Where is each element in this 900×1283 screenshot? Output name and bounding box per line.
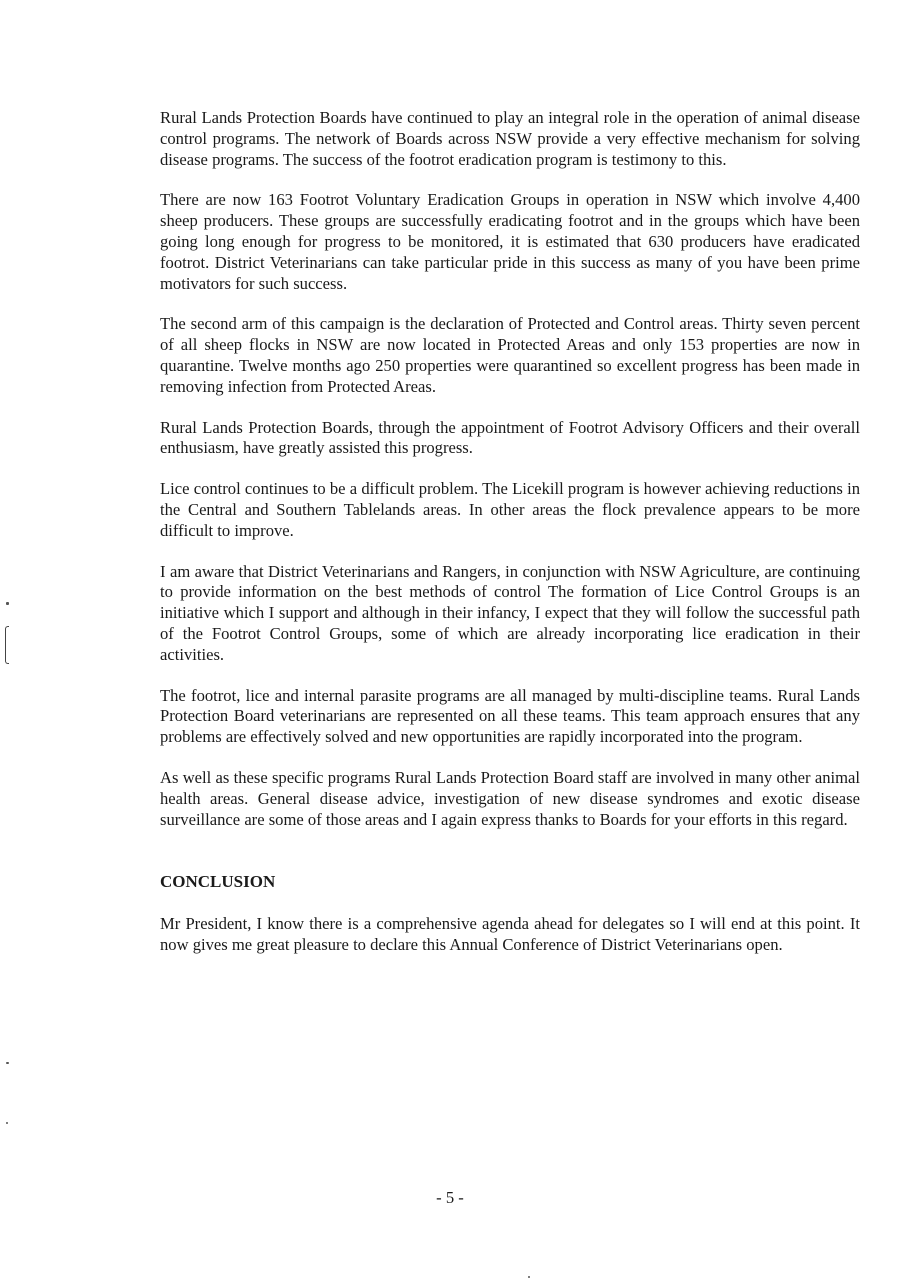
paragraph-lice-control: Lice control continues to be a difficult problem. The Licekill program is however achieving reductions in the Central and Southern Tablelands areas. In other areas the flock prevalence appears to be more difficult to improve. — [160, 479, 860, 540]
paragraph-lice-groups: I am aware that District Veterinarians and Rangers, in conjunction with NSW Agriculture, are continuing to provide information on the best methods of control The formation of Lice Control Groups is an initiative which I support and although in their infancy, I expect that they will follow the successful path of the Footrot Control Groups, some of which are already incorporating lice eradication in their activities. — [160, 561, 860, 664]
paragraph-advisory-officers: Rural Lands Protection Boards, through the appointment of Footrot Advisory Officers and their overall enthusiasm, have greatly assisted this progress. — [160, 417, 860, 458]
scan-speck — [6, 1062, 9, 1064]
document-body — [160, 108, 860, 976]
section-heading-conclusion: CONCLUSION — [160, 872, 276, 892]
scan-speck — [6, 602, 9, 605]
paragraph-protected-areas: The second arm of this campaign is the declaration of Protected and Control areas. Thirty seven percent of all sheep flocks in NSW are now located in Protected Areas and only 153 properties are now in quarantine. Twelve months ago 250 properties were quarantined so excellent progress has been made in removing infection from Protected Areas. — [160, 314, 860, 396]
paragraph-conclusion: Mr President, I know there is a comprehensive agenda ahead for delegates so I will end at this point. It now gives me great pleasure to declare this Annual Conference of District Veterinarians open. — [160, 914, 860, 955]
scan-speck — [6, 1122, 8, 1124]
page-number: - 5 - — [436, 1188, 464, 1207]
paragraph-teams: The footrot, lice and internal parasite programs are all managed by multi-discipline teams. Rural Lands Protection Board veterinarians are represented on all these teams. This team approach ensures that any problems are effectively solved and new opportunities are rapidly incorporated into the program. — [160, 685, 860, 747]
margin-bracket-mark — [5, 626, 9, 664]
scan-speck — [528, 1276, 530, 1278]
paragraph-footrot-groups: There are now 163 Footrot Voluntary Eradication Groups in operation in NSW which involve 4,400 sheep producers. These groups are successfully eradicating footrot and in the groups which have been going long enough for progress to be monitored, it is estimated that 630 producers have eradicated footrot. District Veterinarians can take particular pride in this success as many of you have been prime motivators for such success. — [160, 190, 860, 293]
paragraph-other-areas: As well as these specific programs Rural Lands Protection Board staff are involved in many other animal health areas. General disease advice, investigation of new disease syndromes and exotic disease surveillance are some of those areas and I again express thanks to Boards for your efforts in this regard. — [160, 767, 860, 829]
paragraph-boards-role: Rural Lands Protection Boards have continued to play an integral role in the operation of animal disease control programs. The network of Boards across NSW provide a very effective mechanism for solving disease programs. The success of the footrot eradication program is testimony to this. — [160, 108, 860, 169]
